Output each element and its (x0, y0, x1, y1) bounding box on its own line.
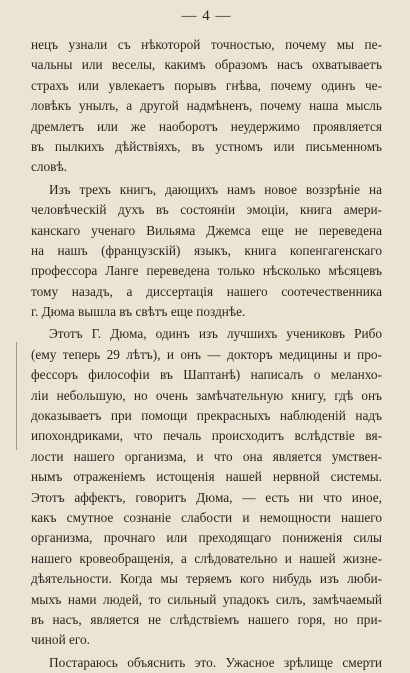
text-line: Этотъ аффектъ, говоритъ Дюма, — есть ни что иное, (31, 489, 382, 505)
paragraph-3 (31, 324, 382, 650)
text-line: чальны или веселы, какимъ образомъ насъ охватываетъ (31, 57, 382, 73)
text-line: фессоръ философіи въ Шаптанѣ) написалъ о меланхо- (31, 367, 382, 383)
text-line: ліи небольшую, но очень замѣчательную книгу, гдѣ онъ (31, 387, 382, 403)
text-line: тому назадъ, а диссертація нашего соотечественника (31, 283, 382, 299)
text-line: лости нашего организма, и что она является умствен- (31, 448, 382, 464)
text-line: въ насъ, является не слѣдствіемъ нашего горя, но при- (31, 611, 382, 627)
margin-pencil-mark (16, 342, 17, 450)
text-line: дремлетъ или же наоборотъ неудержимо проявляется (31, 118, 382, 134)
page-number: — 4 — (181, 8, 232, 24)
text-line: человѣческій духъ въ состояніи эмоціи, книга амери- (31, 202, 382, 218)
text-line: профессора Ланге переведена только нѣсколько мѣсяцевъ (31, 263, 382, 279)
text-line: канскаго ученаго Вильяма Джемса еще не переведена (31, 222, 382, 238)
text-line: нымъ отраженіемъ истощенія нашей нервной системы. (31, 469, 382, 485)
text-line: Постараюсь объяснить это. Ужасное зрѣлище смерти (49, 654, 382, 670)
paragraph-2 (31, 180, 382, 323)
text-line: нецъ узнали съ нѣкоторой точностью, почему мы пе- (31, 37, 382, 52)
text-line: чиной его. (31, 632, 91, 648)
text-line: мыхъ нами людей, то сильный упадокъ силъ, замѣчаемый (31, 591, 382, 607)
text-line: дѣятельности. Когда мы теряемъ кого нибудь изъ люби- (31, 571, 382, 587)
text-line: Изъ трехъ книгъ, дающихъ намъ новое воззрѣніе на (49, 181, 382, 197)
text-line: организма, прочнаго или преходящаго пониженія силы (31, 530, 382, 546)
text-line: на нашъ (французскій) языкъ, книга копенгагенскаго (31, 242, 382, 258)
text-line: Этотъ Г. Дюма, одинъ изъ лучшихъ учениковъ Рибо (49, 326, 382, 342)
text-line: нашего кровеобращенія, а слѣдовательно и нашей жизне- (31, 550, 382, 566)
text-line: (ему теперь 29 лѣтъ), и онъ — докторъ медицины и про- (31, 346, 382, 362)
paragraph-1 (31, 35, 382, 178)
text-line: ловѣкъ унылъ, а другой надмѣненъ, почему наша мысль (31, 98, 382, 114)
paragraph-4 (31, 653, 382, 673)
text-line: словѣ. (31, 159, 68, 175)
text-line: ипохондриками, что печаль происходитъ вслѣдствіе вя- (31, 428, 382, 444)
text-line: доказываетъ при помощи прекрасныхъ наблюденій надъ (31, 408, 382, 424)
text-line: страхъ или увлекаетъ порывъ гнѣва, почему одинъ че- (31, 77, 382, 93)
text-line: какъ смутное сознаніе слабости и немощности нашего (31, 509, 382, 525)
text-line: г. Дюма вышла въ свѣтъ еще позднѣе. (31, 304, 246, 320)
text-line: въ пылкихъ дѣйствіяхъ, въ устномъ или письменномъ (31, 138, 382, 154)
